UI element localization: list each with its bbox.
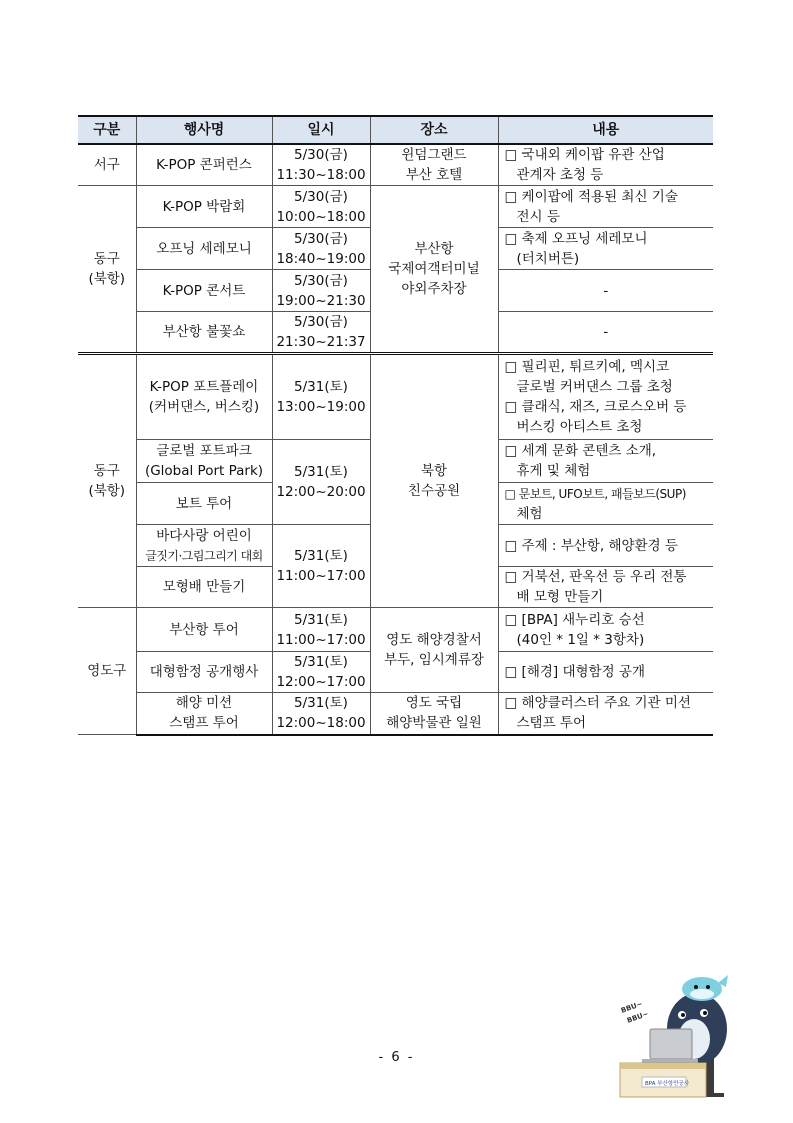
- datetime-cell: 5/30(금) 19:00~21:30: [272, 270, 370, 312]
- table-row: [78, 144, 713, 186]
- datetime-cell: 5/30(금) 11:30~18:00: [272, 144, 370, 186]
- table-row: [78, 186, 713, 228]
- page-number: - 6 -: [378, 1050, 415, 1065]
- event-cell: 부산항 불꽃쇼: [136, 312, 272, 354]
- header-event: 행사명: [136, 116, 272, 144]
- table-row: [78, 608, 713, 652]
- content-cell: □ 주제 : 부산항, 해양환경 등: [498, 525, 713, 567]
- event-cell: 대형함정 공개행사: [136, 652, 272, 693]
- datetime-cell: 5/31(토) 12:00~20:00: [272, 440, 370, 525]
- content-cell: -: [498, 270, 713, 312]
- district-cell: 동구 (북항): [78, 186, 136, 354]
- venue-cell: 부산항 국제여객터미널 야외주차장: [370, 186, 498, 354]
- event-cell: K-POP 콘퍼런스: [136, 144, 272, 186]
- svg-text:BBU~: BBU~: [625, 1009, 650, 1025]
- datetime-cell: 5/30(금) 10:00~18:00: [272, 186, 370, 228]
- content-cell: □ 축제 오프닝 세레모니 (터치버튼): [498, 228, 713, 270]
- mascot-illustration: [612, 967, 732, 1111]
- venue-cell: 북항 친수공원: [370, 354, 498, 608]
- content-cell: -: [498, 312, 713, 354]
- event-cell: 모형배 만들기: [136, 567, 272, 608]
- header-content: 내용: [498, 116, 713, 144]
- content-cell: □ 세계 문화 콘텐츠 소개, 휴게 및 체험: [498, 440, 713, 483]
- table-row: [78, 693, 713, 735]
- district-cell: 동구 (북항): [78, 354, 136, 608]
- table-header-row: [78, 116, 713, 144]
- header-datetime: 일시: [272, 116, 370, 144]
- venue-cell: 영도 국립 해양박물관 일원: [370, 693, 498, 735]
- event-cell: 글로벌 포트파크 (Global Port Park): [136, 440, 272, 483]
- event-cell: 바다사랑 어린이 글짓기·그림그리기 대회: [136, 525, 272, 567]
- svg-text:BPA 부산항만공사: BPA 부산항만공사: [645, 1081, 690, 1087]
- datetime-cell: 5/30(금) 21:30~21:37: [272, 312, 370, 354]
- datetime-cell: 5/31(토) 12:00~18:00: [272, 693, 370, 735]
- event-cell: 오프닝 세레모니: [136, 228, 272, 270]
- district-cell: 영도구: [78, 608, 136, 735]
- datetime-cell: 5/31(토) 13:00~19:00: [272, 354, 370, 440]
- content-cell: □ 필리핀, 튀르키예, 멕시코 글로벌 커버댄스 그룹 초청 □ 클래식, 재즈, 크로스오버 등 버스킹 아티스트 초청: [498, 354, 713, 440]
- event-cell: 해양 미션 스탬프 투어: [136, 693, 272, 735]
- event-cell: K-POP 박람회: [136, 186, 272, 228]
- content-cell: □ 거북선, 판옥선 등 우리 전통 배 모형 만들기: [498, 567, 713, 608]
- svg-text:BBU~: BBU~: [619, 999, 644, 1015]
- table-row: [78, 354, 713, 440]
- event-cell: 부산항 투어: [136, 608, 272, 652]
- content-cell: □ 케이팝에 적용된 최신 기술 전시 등: [498, 186, 713, 228]
- datetime-cell: 5/31(토) 11:00~17:00: [272, 525, 370, 608]
- datetime-cell: 5/31(토) 12:00~17:00: [272, 652, 370, 693]
- event-cell: 보트 투어: [136, 483, 272, 525]
- content-cell: □ [BPA] 새누리호 승선 (40인 * 1일 * 3항차): [498, 608, 713, 652]
- content-cell: □ 국내외 케이팝 유관 산업 관계자 초청 등: [498, 144, 713, 186]
- datetime-cell: 5/30(금) 18:40~19:00: [272, 228, 370, 270]
- event-cell: K-POP 포트플레이 (커버댄스, 버스킹): [136, 354, 272, 440]
- content-cell: □ [해경] 대형함정 공개: [498, 652, 713, 693]
- content-cell: □ 해양클러스터 주요 기관 미션 스탬프 투어: [498, 693, 713, 735]
- venue-cell: 윈덤그랜드 부산 호텔: [370, 144, 498, 186]
- content-cell: □ 문보트, UFO보트, 패들보드(SUP) 체험: [498, 483, 713, 525]
- header-district: 구분: [78, 116, 136, 144]
- district-cell: 서구: [78, 144, 136, 186]
- datetime-cell: 5/31(토) 11:00~17:00: [272, 608, 370, 652]
- venue-cell: 영도 해양경찰서 부두, 임시계류장: [370, 608, 498, 693]
- event-cell: K-POP 콘서트: [136, 270, 272, 312]
- event-schedule-table: [78, 115, 713, 736]
- whale-mascot-icon: [612, 967, 732, 1107]
- header-venue: 장소: [370, 116, 498, 144]
